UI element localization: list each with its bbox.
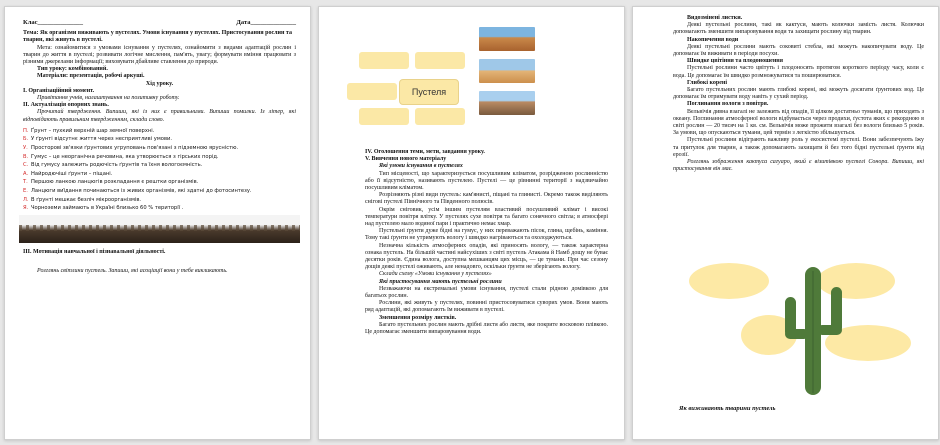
heading: Швидке цвітіння та плодоношення bbox=[687, 58, 783, 65]
answer-box bbox=[359, 52, 409, 69]
course-heading: Хід уроку. bbox=[145, 80, 174, 87]
answer-box bbox=[415, 108, 465, 125]
paragraph: Незважаючи на екстремальні умови існування, пустелі стали рідною домівкою для багатьох рослин. bbox=[365, 285, 608, 300]
statement-item: У. Просторові зв'язки ґрунтових угруповань пов'язані з підземною ярусністю. bbox=[23, 145, 239, 152]
soil-image bbox=[19, 215, 300, 243]
paragraph: Пустельні рослини відіграють важливу роль у екосистемі пустелі. Вони забезпечують їжу та притулок для тварин, а також допомагають захищати й без того бідні пустельні ґрунти від ерозії. bbox=[673, 137, 924, 158]
lesson-goal: Мета: ознайомитися з умовами існування у пустелях, ознайомити з видами адаптацій рослин і тварин до життя в пустелі; розвивати логічне мислення, пам'ять, увагу; формувати вміння працювати з різними джерелами інформації; виховувати дбайливе ставлення до природи. bbox=[23, 44, 296, 66]
lesson-materials: Матеріали: презентація, робочі аркуші. bbox=[37, 73, 145, 80]
paragraph: Деякі пустельні рослини, такі як кактуси, мають колючки замість листя. Колючки допомагають зменшити випаровування води та захищати рослину від тварин. bbox=[673, 22, 924, 36]
statement-item: Я. Чорноземи займають в Україні близько 60 % території . bbox=[23, 205, 184, 212]
paragraph: Незначна кількість атмосферних опадів, які приносять вологу, — також характерна ознака пустель. На більшій частині найсухіших з світі пустель Атакама й Намб дощу не буває десятки років. Єдина волога, доступна мешканцям цих місць, — це тумани. При час сезону дощів деякі пустелі оживають, але ненадовго, оскільки ґрунти не зберігають вологу. bbox=[365, 242, 608, 271]
section-3-text: Розглянь світлини пустель. Запиши, які асоціації вони у тебе викликають. bbox=[37, 267, 228, 274]
speech-bubble bbox=[689, 263, 769, 299]
desert-photo bbox=[479, 27, 535, 51]
desert-photo bbox=[479, 59, 535, 83]
section-3-title: III. Мотивація навчальної і пізнавальної діяльності. bbox=[23, 248, 166, 255]
section-5-title: V. Вивчення нового матеріалу bbox=[365, 156, 447, 163]
statement-list bbox=[23, 127, 296, 213]
paragraph: Багато пустельних рослин мають глибокі корені, які можуть досягати ґрунтових вод. Це допомагає їм отримувати воду навіть у сухий період. bbox=[673, 87, 924, 101]
task-text: Склади схему «Умови існування у пустелях» bbox=[379, 271, 492, 278]
task-text: Розглянь зображення кактуса сагуаро, який є візитівкою пустелі Сонора. Випиши, які пристосування він має. bbox=[673, 159, 924, 173]
statement-item: Б. У ґрунті відсутнє життя через несприятливі умови. bbox=[23, 136, 173, 143]
answer-box bbox=[415, 52, 465, 69]
caption: Як виживають тварини пустель bbox=[679, 405, 776, 412]
paragraph: Окрім сніговик, усім іншим пустелям властивий посушливий клімат і високі температури повітря влітку. У пустелях сухе повітря та багато сонячного світла; в атмосфері над пустелею мало водяної пари і практично немає хмар. bbox=[365, 206, 608, 228]
cactus-icon bbox=[773, 257, 853, 397]
statement-item: А. Найродючіші ґрунти – піщані. bbox=[23, 170, 113, 177]
statement-item: П. Ґрунт – пухкий верхній шар земної поверхні. bbox=[23, 127, 155, 134]
page-1 bbox=[4, 6, 311, 440]
statement-item: Т. Першою ланкою ланцюгів розкладання є рештки організмів. bbox=[23, 179, 199, 186]
section-2-text: Прочитай твердження. Випиши, які із них є правильними. Випиши помилки. Із літер, які відповідають правильним твердженням, склади слово. bbox=[23, 109, 296, 123]
page-3 bbox=[632, 6, 939, 440]
paragraph: Багато пустельних рослин мають дрібні листя або листя, яке покрите восковою плівкою. Це допомагає зменшити випаровування води. bbox=[365, 321, 608, 336]
answer-box bbox=[359, 108, 409, 125]
lesson-topic: Тема: Як організми виживають у пустелях. Умови існування у пустелях. Пристосування рослин та тварин, які живуть в пустелі. bbox=[23, 30, 292, 44]
paragraph: Рослини, які живуть у пустелях, повинні пристосовуватися суворих умов. Вони мають ряд адаптацій, які допомагають їм виживати в пустелі. bbox=[365, 300, 608, 314]
section-2-title: II. Актуалізація опорних знань. bbox=[23, 102, 109, 109]
statement-item: Л. В ґрунті мешкає безліч мікроорганізмів. bbox=[23, 196, 142, 203]
statement-item: Е. Ланцюги виїдання починаються із живих організмів, які здатні до фотосинтезу. bbox=[23, 188, 252, 194]
subheading-leaves: Зменшення розміру листків. bbox=[379, 314, 457, 321]
heading: Глибокі корені bbox=[687, 79, 728, 86]
lesson-type: Тип уроку: комбінований. bbox=[37, 66, 108, 73]
class-label: Клас______________ bbox=[23, 19, 83, 26]
desert-label: Пустеля bbox=[399, 79, 459, 105]
desert-photo bbox=[479, 91, 535, 115]
statement-item: В. Гумус – це неорганічна речовина, яка утворюється з гірських порід. bbox=[23, 153, 219, 160]
subheading-conditions: Які умови існування в пустелях bbox=[379, 163, 463, 170]
page-2 bbox=[318, 6, 625, 440]
paragraph: Пустельні ґрунти дуже бідні на гумус, у них переважають пісок, глина, щебінь, каміння. Тому такі ґрунти не утримують вологу і швидко нагріваються та охолоджуються. bbox=[365, 228, 608, 242]
header-row bbox=[23, 19, 296, 26]
section-4-title: IV. Оголошення теми, мети, завдання уроку. bbox=[365, 149, 485, 155]
section-1-text: Привітання учнів, налаштування на позитивну роботу. bbox=[37, 95, 180, 102]
paragraph: Деякі пустельні рослини мають соковиті стебла, які можуть накопичувати воду. Це допомагає їм виживати в періоди посухи. bbox=[673, 43, 924, 58]
heading: Накопичення води bbox=[687, 36, 739, 43]
paragraph: Тип місцевості, що характеризується посушливим кліматом, розрідженою рослинністю або її відсутністю, називають пустелею. Пустелі — це рівнинні території з надзвичайно посушливим кліматом. bbox=[365, 170, 608, 192]
section-1-title: I. Організаційний момент. bbox=[23, 87, 95, 94]
paragraph: Пустельні рослини часто цвітуть і плодоносять протягом короткого періоду часу, коли є вода. Це допомагає їм швидко розмножуватися та поширюватися. bbox=[673, 65, 924, 79]
paragraph: Вельвічія дивна взагалі не залежить від опадів, її цілком достатньо туманів, що приходять з океану. Поглинання атмосферної вологи відбувається через продихи, ґустота яких є рекордною в світі рослин — 20 тисяч на 1 кв. см. Вельвічія може прожити взагалі без вологи близько 5 років. За умови, що опускаються тумани, цей термін з легкістю збільшується. bbox=[673, 108, 924, 137]
date-label: Дата______________ bbox=[236, 19, 296, 26]
subheading-plants: Які пристосування мають пустельні рослини bbox=[379, 278, 502, 285]
answer-box bbox=[347, 83, 397, 100]
statement-item: С. Від гумусу залежить родючість ґрунтів та їхня вологоємність. bbox=[23, 162, 203, 169]
paragraph: Розрізняють різні види пустель: кам'янисті, піщані та глинисті. Окремо також виділяють снігові пустелі Північного та Південного полюсів. bbox=[365, 192, 608, 206]
heading: Видозмінені листки. bbox=[687, 15, 743, 21]
heading: Поглинання вологи з повітря. bbox=[687, 101, 769, 108]
